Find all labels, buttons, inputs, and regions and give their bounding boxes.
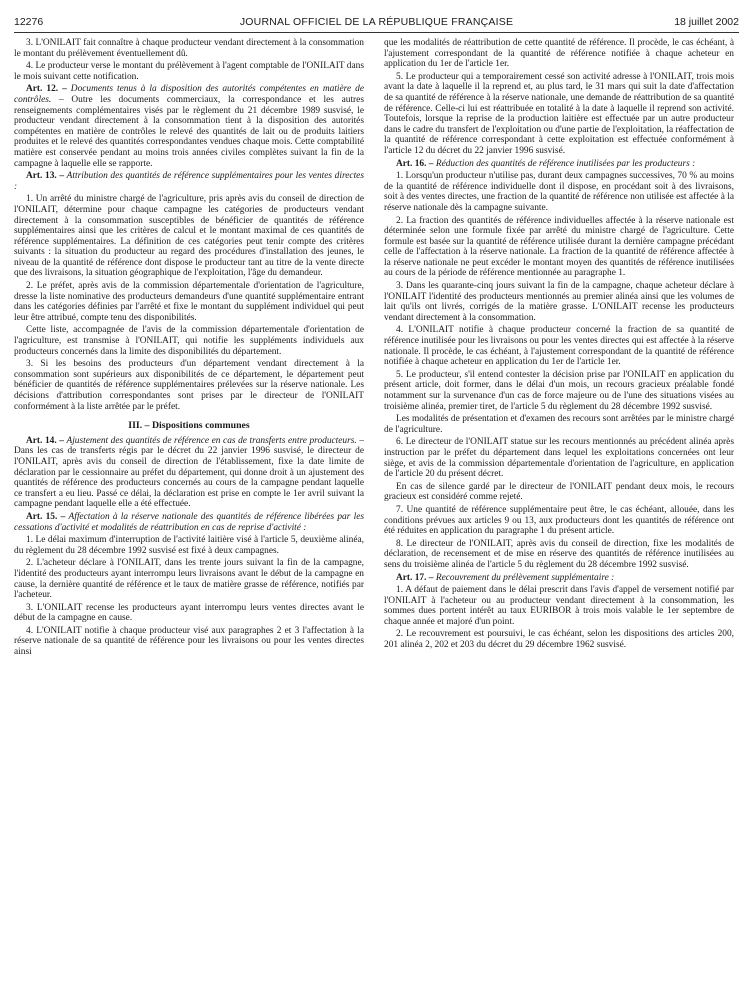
article-paragraph: [14, 84, 364, 169]
body-paragraph: 5. Le producteur, s'il entend contester la décision prise par l'ONILAIT en application du présent article, doit former, dans le délai d'un mois, un recours gracieux préalable fondé notamment sur la survenance d'un cas de force majeure ou de l'une des situations visées au troisième alinéa, premier tiret, de l'article 5 du règlement du 28 décembre 1992 susvisé.: [384, 369, 734, 412]
body-paragraph: 1. A défaut de paiement dans le délai prescrit dans l'avis d'appel de versement notifié par l'ONILAIT à l'acheteur ou au producteur vendant directement à la consommation, les sommes dues portent intérêt au taux EURIBOR à trois mois valable le 1er septembre de chaque année et majoré d'un point.: [384, 585, 734, 627]
article-title: Documents tenus à la disposition des autorités compétentes en matière de contrôles.: [14, 84, 364, 105]
article-number: Art. 13. –: [26, 171, 65, 182]
body-paragraph: 1. Le délai maximum d'interruption de l'activité laitière visé à l'article 5, deuxième alinéa, du règlement du 28 décembre 1992 susvisé est fixé à deux campagnes.: [14, 535, 364, 556]
article-title: Recouvrement du prélèvement supplémentaire :: [435, 572, 615, 583]
article-number: Art. 14. –: [26, 435, 64, 446]
article-paragraph: [384, 573, 734, 584]
article-number: Art. 12. –: [26, 84, 67, 95]
body-paragraph: En cas de silence gardé par le directeur de l'ONILAIT pendant deux mois, le recours gracieux est considéré comme rejeté.: [384, 481, 734, 503]
article-paragraph: [14, 436, 364, 510]
publication-date: 18 juillet 2002: [674, 16, 739, 28]
article-number: Art. 17. –: [396, 572, 434, 583]
page-number: 12276: [14, 16, 44, 28]
article-title: Attribution des quantités de référence supplémentaires pour les ventes directes :: [14, 171, 364, 192]
body-paragraph: 1. Un arrêté du ministre chargé de l'agriculture, pris après avis du conseil de direction de l'ONILAIT, détermine pour chaque campagne les catégories de producteurs vendant directement à la consommation susceptibles de bénéficier de quantités de référence supplémentaires ainsi que les critères de calcul et le montant maximal de ces quantités de référence supplémentaires. La définition de ces catégories peut tenir compte des critères suivants : la situation du producteur au regard des procédures d'installation des jeunes, le niveau de la quantité de référence dont dispose le producteur tant au titre de la vente directe que des livraisons, la situation géographique de l'exploitation, l'âge du demandeur.: [14, 194, 364, 279]
body-paragraph: 2. Le préfet, après avis de la commission départementale d'orientation de l'agriculture, dresse la liste nominative des producteurs demandeurs d'une quantité supplémentaire entrant dans les catégories définies par l'arrêté et fixe le montant du supplément individuel qui peut leur être attribué, compte tenu des disponibilités.: [14, 281, 364, 323]
body-paragraph: 3. L'ONILAIT fait connaître à chaque producteur vendant directement à la consommation le montant du prélèvement éventuellement dû.: [14, 38, 364, 59]
body-paragraph: 4. Le producteur verse le montant du prélèvement à l'agent comptable de l'ONILAIT dans le mois suivant cette notification.: [14, 61, 364, 82]
article-title: Affectation à la réserve nationale des quantités de référence libérées par les cessations d'activité et modalités de réattribution en cas de reprise d'activité :: [14, 511, 364, 533]
body-paragraph: que les modalités de réattribution de cette quantité de référence. Il procède, le cas échéant, à l'ajustement correspondant de la quantité de référence notifiée à chaque acheteur en application du 1er de l'article 1er.: [384, 38, 734, 70]
body-paragraph: 2. La fraction des quantités de référence individuelles affectée à la réserve nationale est déterminée selon une formule fixée par arrêté du ministre chargé de l'agriculture. Cette formule est basée sur la quantité de référence utilisée durant la dernière campagne précédant celle de l'affectation à la réserve nationale. La fraction de la quantité de référence affectée à la réserve nationale ne peut excéder le montant moyen des quantités de référence inutilisées au cours de la période de référence mentionnée au paragraphe 1.: [384, 215, 734, 279]
article-paragraph: [14, 512, 364, 533]
body-paragraph: 2. Le recouvrement est poursuivi, le cas échéant, selon les dispositions des articles 200, 201 alinéa 2, 202 et 203 du décret du 29 décembre 1962 susvisé.: [384, 629, 734, 651]
right-column: [384, 38, 734, 983]
body-paragraph: 2. L'acheteur déclare à l'ONILAIT, dans les trente jours suivant la fin de la campagne, l'identité des producteurs ayant interrompu leurs livraisons avant le début de la campagne en cause, la dernière quantité de référence et le taux de matière grasse de référence, notifiés par l'acheteur.: [14, 558, 364, 601]
page-header: [14, 14, 739, 32]
body-paragraph: 6. Le directeur de l'ONILAIT statue sur les recours mentionnés au précédent alinéa après instruction par le préfet du département dans lequel les exploitations concernées ont leur siège, et avis de la commission départementale d'orientation de l'agriculture, en application de l'article 20 du présent décret.: [384, 437, 734, 480]
body-paragraph: Cette liste, accompagnée de l'avis de la commission départementale d'orientation de l'agriculture, est transmise à l'ONILAIT, qui notifie les suppléments individuels aux producteurs concernés dans la limite des disponibilités du département.: [14, 325, 364, 357]
article-paragraph: [14, 171, 364, 192]
article-text: – Dans les cas de transferts régis par le décret du 22 janvier 1996 susvisé, le directeur de l'ONILAIT, après avis du conseil de direction de l'établissement, fixe la date limite de déclaration par le cessionnaire au préfet du département, qui donne droit à un ajustement des quantités de référence des producteurs concernés au cours de la campagne pendant laquelle ce transfert a eu lieu. Passé ce délai, la déclaration est prise en compte le 1er avril suivant la campagne pendant laquelle elle a été effectuée.: [14, 435, 364, 510]
body-paragraph: Les modalités de présentation et d'examen des recours sont arrêtées par le ministre chargé de l'agriculture.: [384, 414, 734, 435]
header-rule: [14, 32, 739, 33]
body-paragraph: 3. L'ONILAIT recense les producteurs ayant interrompu leurs ventes directes avant le début de la campagne en cause.: [14, 602, 364, 624]
body-paragraph: 1. Lorsqu'un producteur n'utilise pas, durant deux campagnes successives, 70 % au moins de la quantité de référence individuelle dont il dispose, en procédant soit à des livraisons, soit à des ventes directes, une fraction de la quantité de référence non utilisée est affectée à la réserve nationale dès la campagne suivante.: [384, 171, 734, 213]
body-paragraph: 3. Si les besoins des producteurs d'un département vendant directement à la consommation sont supérieurs aux disponibilités de ce département, le département peut bénéficier de quantités de référence supplémentaires prélevées sur la réserve nationale. Les décisions d'attribution correspondantes sont prises par le directeur de l'ONILAIT conformément à la liste arrêtée par le préfet.: [14, 359, 364, 412]
body-paragraph: 4. L'ONILAIT notifie à chaque producteur visé aux paragraphes 2 et 3 l'affectation à la réserve nationale de sa quantité de référence pour les livraisons ou pour les ventes directes ainsi: [14, 625, 364, 658]
article-text: – Outre les documents commerciaux, la correspondance et les autres renseignements complémentaires visés par le règlement du 21 décembre 1989 susvisé, le producteur vendant directement à la consommation tient à la disposition des autorités compétentes en matière de contrôles le relevé des quantités de lait ou de produits laitiers produites et le relevé des quantités correspondantes vendues chaque mois. Cette comptabilité matière est conservée pendant au moins trois années civiles complètes suivant la fin de la campagne à laquelle elle se rapporte.: [14, 94, 364, 169]
journal-title: JOURNAL OFFICIEL DE LA RÉPUBLIQUE FRANÇAISE: [239, 16, 514, 28]
body-paragraph: 8. Le directeur de l'ONILAIT, après avis du conseil de direction, fixe les modalités de déclaration, de recensement et de mise en réserve des quantités de référence inutilisées au sens du troisième alinéa de l'article 5 du règlement du 28 décembre 1992 susvisé.: [384, 538, 734, 570]
article-title: Réduction des quantités de référence inutilisées par les producteurs :: [435, 158, 696, 169]
body-paragraph: 7. Une quantité de référence supplémentaire peut être, le cas échéant, allouée, dans les conditions prévues aux articles 9 ou 13, aux producteurs dont les quantités de référence ont été réduites en application du paragraphe 1 du présent article.: [384, 504, 734, 537]
body-paragraph: 3. Dans les quarante-cinq jours suivant la fin de la campagne, chaque acheteur déclare à l'ONILAIT l'identité des producteurs mentionnés au premier alinéa ainsi que les volumes de lait qu'ils ont livrés, corrigés de la matière grasse. L'ONILAIT recense les producteurs vendant directement à la consommation.: [384, 281, 734, 323]
article-number: Art. 15. –: [26, 511, 66, 522]
body-paragraph: 4. L'ONILAIT notifie à chaque producteur concerné la fraction de sa quantité de référence inutilisée pour les livraisons ou pour les ventes directes qui est affectée à la réserve nationale. Il procède, le cas échéant, à l'ajustement correspondant de la quantité de référence notifiée à chaque acheteur en application du 1er de l'article 1er.: [384, 325, 734, 368]
article-number: Art. 16. –: [396, 158, 434, 169]
section-title: III. – Dispositions communes: [128, 420, 250, 432]
article-paragraph: [384, 159, 734, 170]
article-title: Ajustement des quantités de référence en cas de transferts entre producteurs.: [66, 435, 357, 446]
left-column: [14, 38, 364, 983]
body-paragraph: 5. Le producteur qui a temporairement cessé son activité adresse à l'ONILAIT, trois mois avant la date à laquelle il la reprend et, au plus tard, le 31 mars qui suit la date d'affectation de sa quantité de référence à la réserve nationale, une demande de réattribution de sa quantité de référence. Celle-ci lui est réattribuée en totalité à la date à laquelle il reprend son activité. Toutefois, lorsque la reprise de la production laitière est effectuée par un autre producteur dans le cadre du transfert de l'exploitation ou d'une partie de l'exploitation, la réaffectation de la quantité de référence correspondant à cette exploitation est effectuée conformément à l'article 12 du décret du 22 janvier 1996 susvisé.: [384, 71, 734, 156]
